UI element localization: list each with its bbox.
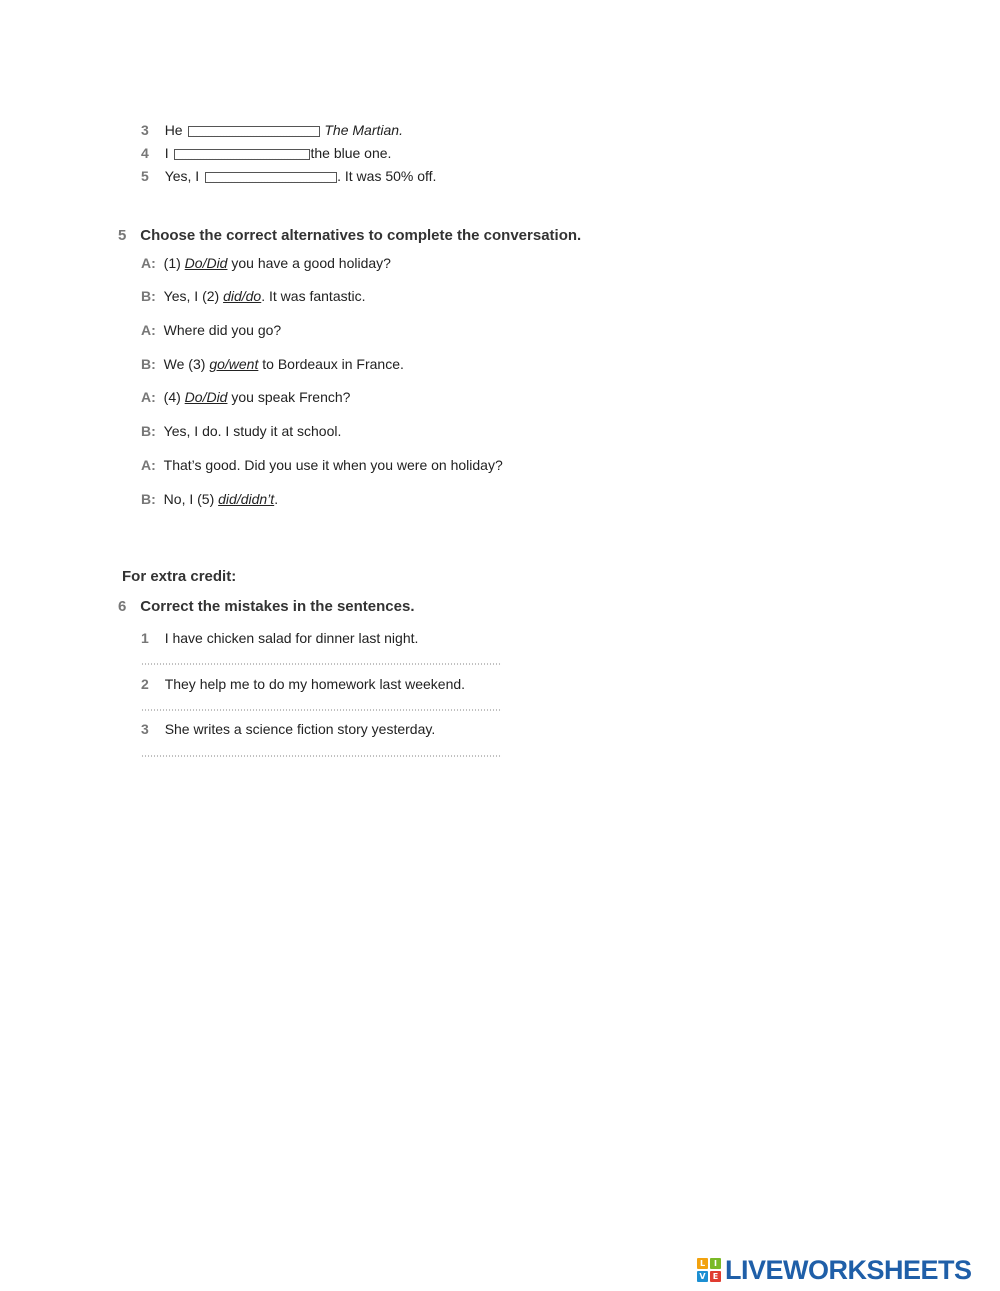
answer-line[interactable]	[141, 755, 502, 757]
speaker-label: A:	[141, 322, 156, 338]
ex6-item-sentence: They help me to do my homework last weekend.	[164, 676, 466, 692]
ex4-item-after: the blue one.	[310, 145, 392, 161]
logo-text: LIVEWORKSHEETS	[725, 1255, 972, 1285]
answer-blank[interactable]	[205, 172, 337, 183]
line-text-end: to Bordeaux in France.	[258, 356, 404, 372]
line-text: That’s good. Did you use it when you were on holiday?	[163, 457, 503, 473]
dialogue-line	[141, 287, 366, 305]
answer-line[interactable]	[141, 663, 502, 665]
ex6-item-number: 1	[141, 630, 149, 646]
line-text-end: .	[274, 491, 279, 507]
line-text-end: you have a good holiday?	[227, 255, 391, 271]
dialogue-line	[141, 355, 404, 373]
ex6-item-sentence: She writes a science fiction story yesterday.	[164, 721, 436, 737]
liveworksheets-logo	[697, 1256, 972, 1284]
answer-blank[interactable]	[188, 126, 320, 137]
ex4-item	[141, 121, 403, 139]
ex4-item	[141, 167, 436, 185]
dialogue-line	[141, 422, 341, 440]
ex5-heading	[118, 226, 581, 245]
line-text: Yes, I do. I study it at school.	[163, 423, 342, 439]
ex4-item-number: 3	[141, 122, 149, 138]
speaker-label: B:	[141, 288, 156, 304]
dialogue-line	[141, 388, 350, 406]
dialogue-line	[141, 456, 503, 474]
answer-line[interactable]	[141, 709, 502, 711]
ex6-item-sentence: I have chicken salad for dinner last night.	[164, 630, 419, 646]
speaker-label: A:	[141, 389, 156, 405]
ex6-item	[141, 629, 418, 647]
ex6-instruction: Correct the mistakes in the sentences.	[140, 598, 415, 615]
ex5-number: 5	[118, 227, 127, 244]
line-text: (4)	[163, 389, 185, 405]
logo-tile: I	[710, 1258, 721, 1269]
line-text: We (3)	[163, 356, 210, 372]
ex4-item-after: The Martian.	[324, 122, 403, 138]
answer-blank[interactable]	[174, 149, 310, 160]
logo-tile: V	[697, 1271, 708, 1282]
speaker-label: A:	[141, 457, 156, 473]
ex6-item-number: 2	[141, 676, 149, 692]
ex4-item-after: . It was 50% off.	[337, 168, 437, 184]
ex6-number: 6	[118, 598, 127, 615]
dialogue-line	[141, 254, 391, 272]
ex4-item-number: 5	[141, 168, 149, 184]
line-text-end: you speak French?	[227, 389, 351, 405]
choice-option[interactable]: did/do	[223, 288, 262, 304]
speaker-label: B:	[141, 491, 156, 507]
choice-option[interactable]: Do/Did	[184, 255, 228, 271]
line-text: (1)	[163, 255, 185, 271]
choice-option[interactable]: Do/Did	[184, 389, 228, 405]
line-text: Where did you go?	[163, 322, 282, 338]
ex6-item	[141, 675, 465, 693]
ex5-instruction: Choose the correct alternatives to complete the conversation.	[140, 227, 582, 244]
speaker-label: B:	[141, 423, 156, 439]
speaker-label: A:	[141, 255, 156, 271]
extra-credit-label: For extra credit:	[122, 568, 237, 585]
ex4-item-before: He	[164, 122, 183, 138]
ex4-item-before: Yes, I	[164, 168, 200, 184]
speaker-label: B:	[141, 356, 156, 372]
line-text: No, I (5)	[163, 491, 219, 507]
ex4-item	[141, 144, 391, 162]
line-text-end: . It was fantastic.	[261, 288, 366, 304]
ex4-item-number: 4	[141, 145, 149, 161]
choice-option[interactable]: did/didn’t	[218, 491, 275, 507]
dialogue-line	[141, 321, 281, 339]
logo-tiles-icon	[697, 1258, 721, 1282]
choice-option[interactable]: go/went	[209, 356, 259, 372]
ex6-item	[141, 720, 435, 738]
dialogue-line	[141, 490, 278, 508]
logo-tile: L	[697, 1258, 708, 1269]
logo-tile: E	[710, 1271, 721, 1282]
line-text: Yes, I (2)	[163, 288, 224, 304]
ex6-heading	[118, 597, 415, 616]
ex4-item-before: I	[164, 145, 169, 161]
ex6-item-number: 3	[141, 721, 149, 737]
